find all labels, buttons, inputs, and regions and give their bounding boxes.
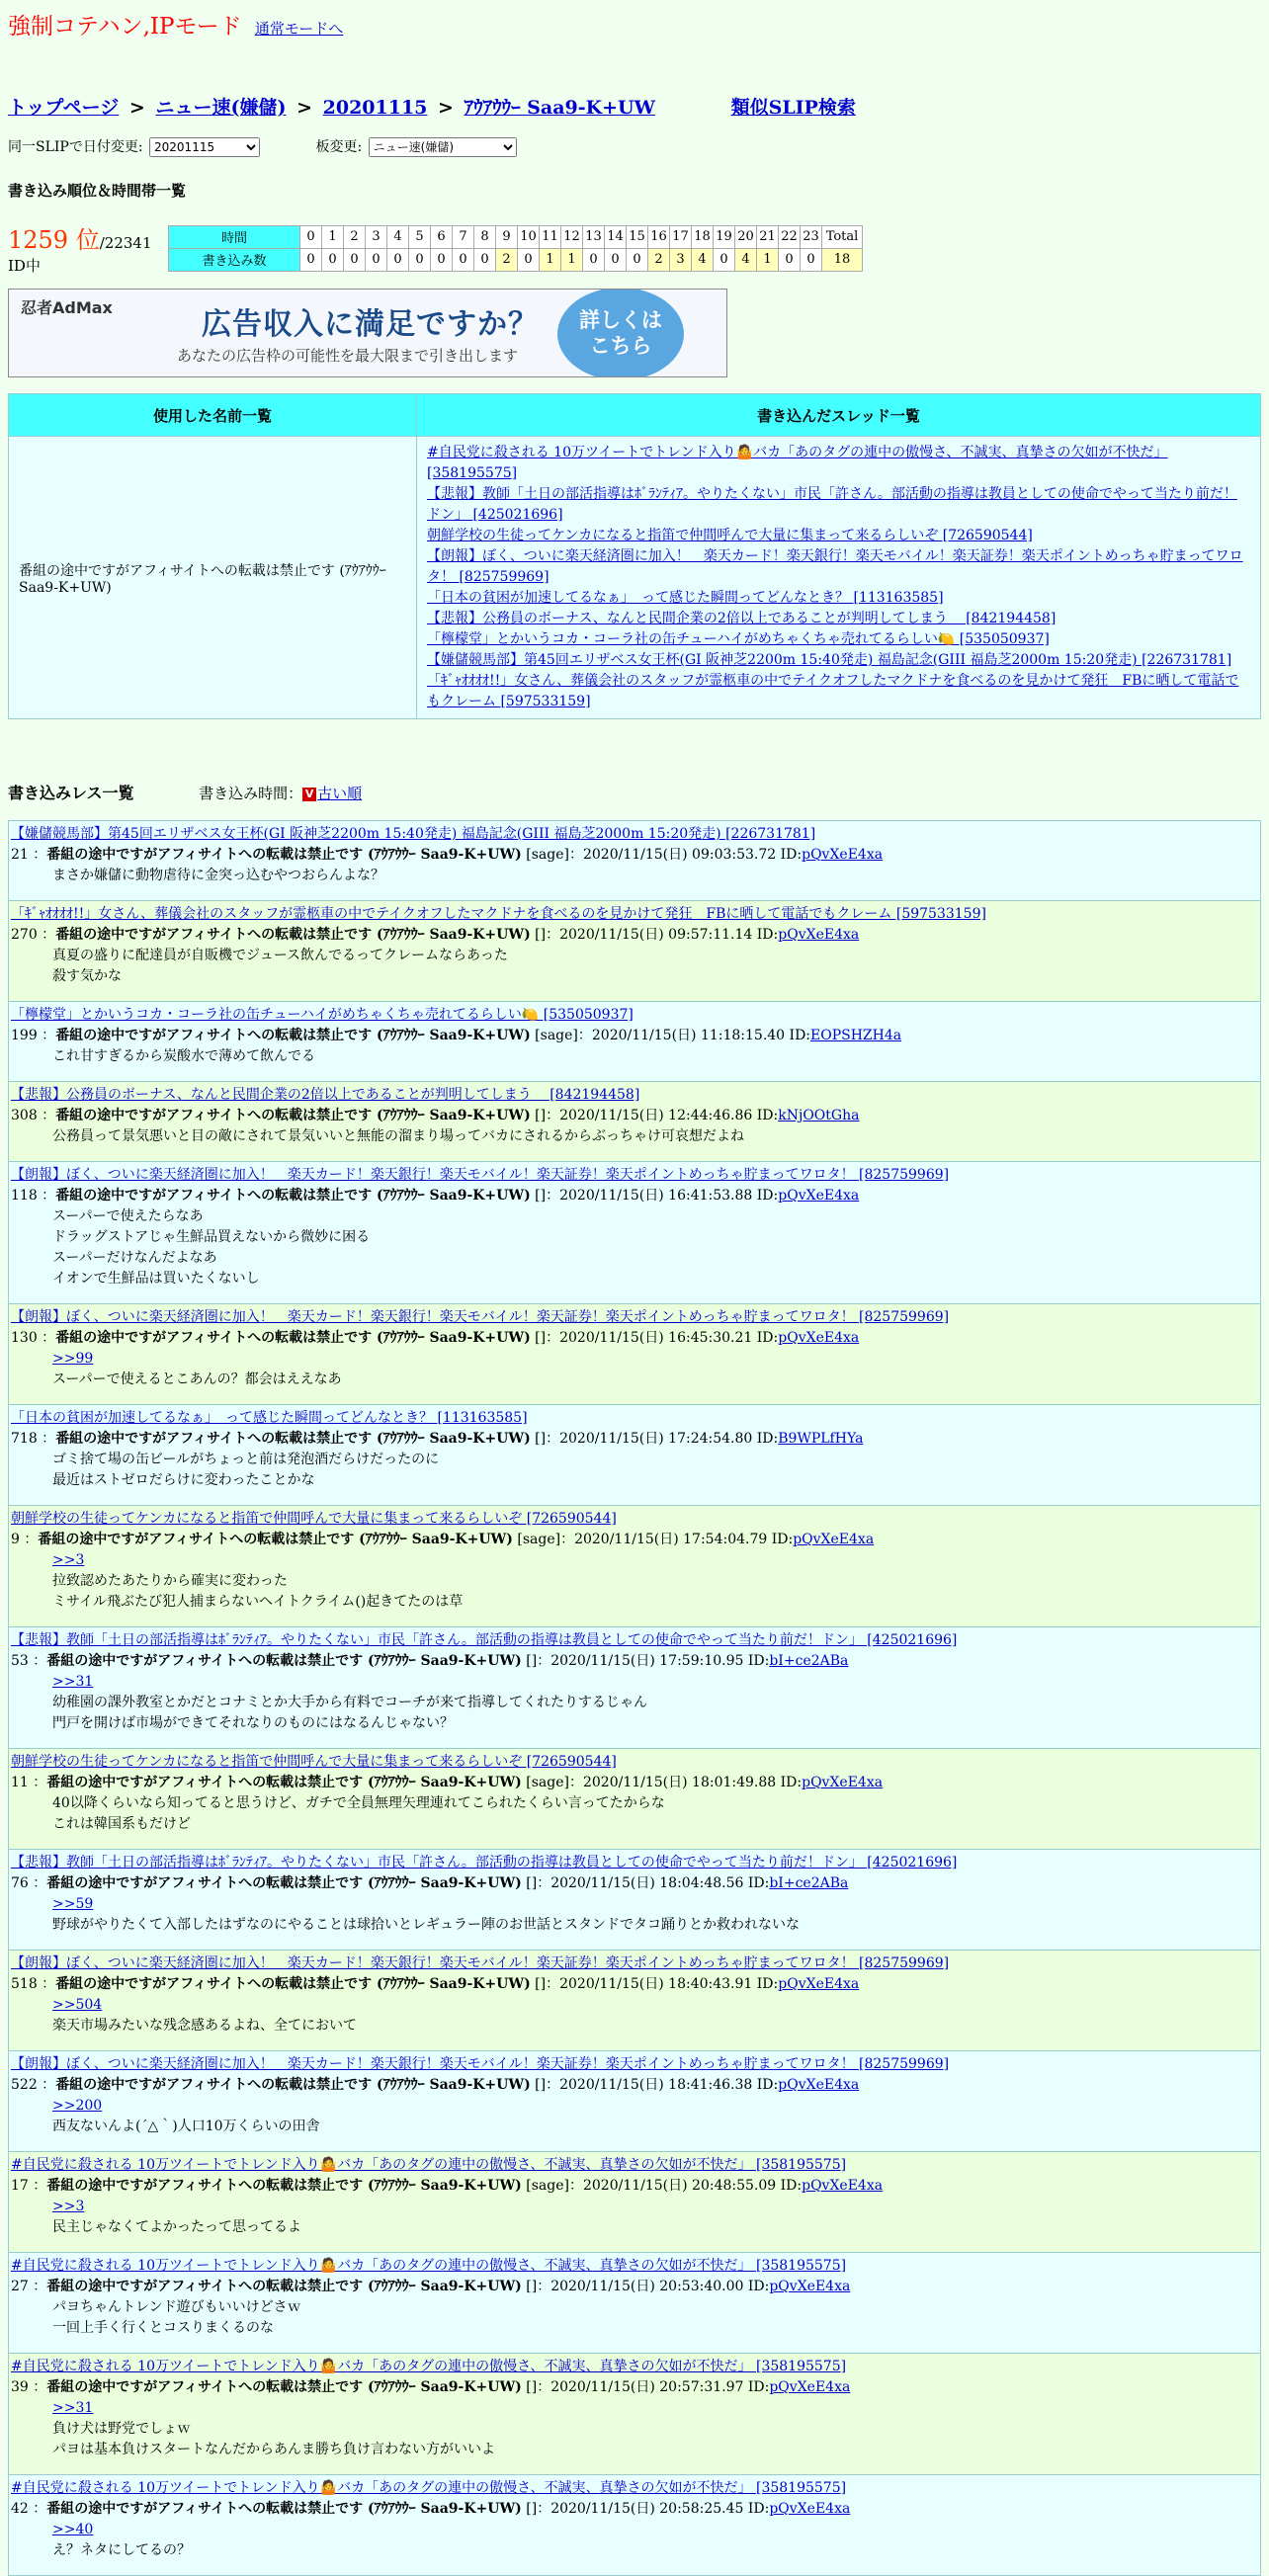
hour-cell: 12	[561, 225, 583, 248]
oldest-first-link[interactable]: 古い順	[317, 785, 363, 802]
post-mail: [sage]	[517, 1532, 561, 1547]
thread-link[interactable]: 【朗報】ぼく、ついに楽天経済圏に加入！ 楽天カード！楽天銀行！楽天モバイル！楽天証券！楽天ポイントめっちゃ貯まってワロタ！ [825759969]	[427, 548, 1243, 585]
threads-column-header: 書き込んだスレッド一覧	[417, 394, 1261, 437]
post-date: 2020/11/15(日) 20:58:25.45	[550, 2501, 744, 2517]
post-name: 番組の途中ですがアフィサイトへの転載は禁止です (ｱｳｱｳｳｰ Saa9-K+UW)	[46, 2501, 522, 2517]
post	[8, 1001, 1261, 1082]
post-date: 2020/11/15(日) 11:18:15.40	[591, 1028, 786, 1043]
hour-cell: 14	[605, 225, 627, 248]
post-id-link[interactable]: pQvXeE4xa	[769, 2279, 851, 2294]
post-date: 2020/11/15(日) 18:40:43.91	[559, 1976, 753, 1992]
reply-anchor-link[interactable]: >>99	[52, 1351, 94, 1367]
count-cell: 0	[300, 248, 322, 271]
count-cell: 4	[692, 248, 714, 271]
post-id-link[interactable]: B9WPLfHYa	[778, 1431, 864, 1447]
thread-link[interactable]: 朝鮮学校の生徒ってケンカになると指笛で仲間呼んで大量に集まって来るらしいぞ [726590544]	[427, 528, 1033, 543]
thread-link[interactable]: 【悲報】公務員のボーナス、なんと民間企業の2倍以上であることが判明してしまう [842194458]	[427, 611, 1057, 626]
post-thread-link[interactable]: 【嫌儲競馬部】第45回エリザベス女王杯(GI 阪神芝2200m 15:40発走) 福島記念(GIII 福島芝2000m 15:20発走) [226731781]	[11, 826, 816, 842]
posts-list	[8, 820, 1261, 2575]
post-mail: [sage]	[526, 2178, 569, 2194]
post-meta: 21 ：番組の途中ですがアフィサイトへの転載は禁止です (ｱｳｱｳｳｰ Saa9-K+UW) [sage]：2020/11/15(日) 09:03:53.72 ID:pQvXeE4xa	[11, 847, 884, 863]
post-line: 拉致認めたあたりから確実に変わった	[52, 1573, 288, 1589]
post-mail: []	[526, 2501, 538, 2517]
post	[8, 1950, 1261, 2051]
post	[8, 900, 1261, 1002]
post-line: パヨちゃんトレンド遊びもいいけどさｗ	[52, 2299, 301, 2315]
count-cell: 1	[561, 248, 583, 271]
post-line: スーパーで使えるとこあんの？都会はええなあ	[52, 1371, 342, 1387]
post-body	[11, 1126, 1258, 1147]
post-name: 番組の途中ですがアフィサイトへの転載は禁止です (ｱｳｱｳｳｰ Saa9-K+UW)	[55, 927, 531, 943]
post-number: 308	[11, 1108, 38, 1123]
post-body	[11, 1995, 1258, 2036]
post-name: 番組の途中ですがアフィサイトへの転載は禁止です (ｱｳｱｳｳｰ Saa9-K+UW)	[46, 1875, 522, 1891]
hour-cell: 19	[714, 225, 735, 248]
hour-cell: 17	[670, 225, 692, 248]
post-date: 2020/11/15(日) 18:41:46.38	[559, 2077, 753, 2093]
sort-order-icon: V	[302, 788, 316, 801]
post-thread-link[interactable]: 【朗報】ぼく、ついに楽天経済圏に加入！ 楽天カード！楽天銀行！楽天モバイル！楽天証券！楽天ポイントめっちゃ貯まってワロタ！ [825759969]	[11, 1309, 950, 1325]
post-id-link[interactable]: bI+ce2ABa	[769, 1875, 849, 1891]
reply-anchor-link[interactable]: >>59	[52, 1896, 94, 1912]
count-cell: 4	[735, 248, 757, 271]
post-date: 2020/11/15(日) 20:48:55.09	[582, 2178, 777, 2194]
board-select-label: 板変更:	[315, 139, 363, 155]
count-cell: 2	[496, 248, 518, 271]
post-line: 門戸を開けば市場ができてそれなりのものにはなるんじゃない？	[52, 1715, 454, 1731]
post-date: 2020/11/15(日) 17:24:54.80	[559, 1431, 753, 1447]
post-id-link[interactable]: pQvXeE4xa	[802, 1775, 884, 1790]
hour-count-row	[169, 248, 863, 271]
post-number: 718	[11, 1431, 38, 1447]
ad-details-button[interactable]	[557, 289, 684, 377]
post-line: まさか嫌儲に動物虐待に金突っ込むやつおらんよな？	[52, 868, 384, 883]
thread-link[interactable]: 「日本の貧困が加速してるなぁ」 って感じた瞬間ってどんなとき？ [113163585]	[427, 590, 944, 606]
ranking-block	[8, 220, 863, 276]
reply-anchor-link[interactable]: >>200	[52, 2098, 103, 2114]
count-cell: 0	[322, 248, 344, 271]
post	[8, 1081, 1261, 1162]
post-line: 真夏の盛りに配達員が自販機でジュース飲んでるってクレームならあった	[52, 948, 508, 963]
post-id-link[interactable]: pQvXeE4xa	[793, 1532, 875, 1547]
post-id-link[interactable]: pQvXeE4xa	[778, 1330, 860, 1346]
count-cell: 0	[387, 248, 409, 271]
hour-cell: 8	[474, 225, 496, 248]
post-date: 2020/11/15(日) 17:59:10.95	[550, 1653, 744, 1669]
hour-cell: 5	[409, 225, 431, 248]
breadcrumb-separator: >	[128, 97, 145, 119]
post-thread-link[interactable]: 【悲報】公務員のボーナス、なんと民間企業の2倍以上であることが判明してしまう [842194458]	[11, 1087, 640, 1103]
mode-title	[8, 8, 343, 41]
post-id-link[interactable]: bI+ce2ABa	[769, 1653, 849, 1669]
post-name: 番組の途中ですがアフィサイトへの転載は禁止です (ｱｳｱｳｳｰ Saa9-K+UW)	[55, 2077, 531, 2093]
post-name: 番組の途中ですがアフィサイトへの転載は禁止です (ｱｳｱｳｳｰ Saa9-K+UW)	[55, 1431, 531, 1447]
post	[8, 1748, 1261, 1850]
post-body	[11, 2096, 1258, 2137]
time-label: 時間	[169, 225, 300, 248]
post-line: 楽天市場みたいな残念感あるよね、全てにおいて	[52, 2018, 357, 2034]
post-number: 27	[11, 2279, 29, 2294]
count-label: 書き込み数	[169, 248, 300, 271]
post-line: ミサイル飛ぶたび犯人捕まらないヘイトクライム()起きてたのは草	[52, 1594, 464, 1610]
hour-cell: 23	[801, 225, 822, 248]
post-number: 39	[11, 2379, 29, 2395]
hour-cell: 9	[496, 225, 518, 248]
post-mail: []	[526, 1653, 538, 1669]
breadcrumb-date[interactable]: 20201115	[322, 97, 428, 119]
post-line: 公務員って景気悪いと目の敵にされて景気いいと無能の溜まり場ってバカにされるからぶっちゃけ可哀想だよね	[52, 1128, 744, 1144]
total-label: Total	[822, 225, 863, 248]
ad-button-line: 詳しくは	[579, 308, 662, 332]
post-id-link[interactable]: EOPSHZH4a	[810, 1028, 902, 1043]
count-cell: 0	[518, 248, 540, 271]
post-line: 負け犬は野党でしょｗ	[52, 2421, 191, 2437]
post-id-link[interactable]: pQvXeE4xa	[769, 2379, 851, 2395]
post-id-link[interactable]: pQvXeE4xa	[778, 927, 860, 943]
post-meta: 130 ：番組の途中ですがアフィサイトへの転載は禁止です (ｱｳｱｳｳｰ Saa9-K+UW) []：2020/11/15(日) 16:45:30.21 ID:pQvXeE4xa	[11, 1330, 860, 1346]
post-meta: 11 ：番組の途中ですがアフィサイトへの転載は禁止です (ｱｳｱｳｳｰ Saa9-K+UW) [sage]：2020/11/15(日) 18:01:49.88 ID:pQvXeE4xa	[11, 1775, 884, 1790]
hour-cell: 6	[431, 225, 453, 248]
post-name: 番組の途中ですがアフィサイトへの転載は禁止です (ｱｳｱｳｳｰ Saa9-K+UW)	[46, 847, 522, 863]
post-body	[11, 1349, 1258, 1390]
thread-link[interactable]: 【悲報】教師「土日の部活指導はﾎﾞﾗﾝﾃｨｱ。やりたくない」市民「許さん。部活動の指導は教員としての使命でやって当たり前だ！ドン」 [425021696]	[427, 486, 1237, 523]
post-name: 番組の途中ですがアフィサイトへの転載は禁止です (ｱｳｱｳｳｰ Saa9-K+UW)	[55, 1976, 531, 1992]
reply-anchor-link[interactable]: >>31	[52, 2400, 94, 2416]
reply-anchor-link[interactable]: >>31	[52, 1674, 94, 1690]
post-line: スーパーで使えたらなあ	[52, 1208, 204, 1224]
post-meta: 718 ：番組の途中ですがアフィサイトへの転載は禁止です (ｱｳｱｳｳｰ Saa9-K+UW) []：2020/11/15(日) 17:24:54.80 ID:B9WPLfHYa	[11, 1431, 864, 1447]
hour-cell: 11	[540, 225, 561, 248]
thread-link[interactable]: #自民党に殺される 10万ツイートでトレンド入り🤷バカ「あのタグの連中の傲慢さ、不誠実、真摯さの欠如が不快だ」 [358195575]	[427, 445, 1168, 481]
post-thread-link[interactable]: 朝鮮学校の生徒ってケンカになると指笛で仲間呼んで大量に集まって来るらしいぞ [726590544]	[11, 1511, 617, 1527]
post-mail: []	[535, 1431, 547, 1447]
post-meta: 270 ：番組の途中ですがアフィサイトへの転載は禁止です (ｱｳｱｳｳｰ Saa9-K+UW) []：2020/11/15(日) 09:57:11.14 ID:pQvXeE4xa	[11, 927, 860, 943]
post-line: これ甘すぎるから炭酸水で薄めて飲んでる	[52, 1048, 315, 1064]
rank-number: 1259 位	[8, 226, 100, 254]
rank-summary	[8, 220, 168, 276]
post-mail: []	[535, 2077, 547, 2093]
count-cell: 0	[474, 248, 496, 271]
post-thread-link[interactable]: 「日本の貧困が加速してるなぁ」 って感じた瞬間ってどんなとき？ [113163585]	[11, 1410, 528, 1426]
hour-cell: 22	[779, 225, 801, 248]
post-body	[11, 1894, 1258, 1936]
post-line: 最近はストゼロだらけに変わったことかな	[52, 1472, 315, 1488]
breadcrumb	[8, 93, 856, 120]
post-thread-link[interactable]: 「檸檬堂」とかいうコカ・コーラ社の缶チューハイがめちゃくちゃ売れてるらしい🍋 [535050937]	[11, 1007, 634, 1023]
post-line: 40以降くらいなら知ってると思うけど、ガチで全員無理矢理連れてこられたくらい言ってたからな	[52, 1795, 665, 1811]
post-name: 番組の途中ですがアフィサイトへの転載は禁止です (ｱｳｱｳｳｰ Saa9-K+UW)	[55, 1108, 531, 1123]
post-body	[11, 1046, 1258, 1067]
post-number: 76	[11, 1875, 29, 1891]
post	[8, 1404, 1261, 1506]
post-thread-link[interactable]: #自民党に殺される 10万ツイートでトレンド入り🤷バカ「あのタグの連中の傲慢さ、不誠実、真摯さの欠如が不快だ」 [358195575]	[11, 2157, 847, 2173]
post-body	[11, 1206, 1258, 1289]
post	[8, 2474, 1261, 2576]
post-number: 518	[11, 1976, 38, 1992]
post-meta: 308 ：番組の途中ですがアフィサイトへの転載は禁止です (ｱｳｱｳｳｰ Saa9-K+UW) []：2020/11/15(日) 12:44:46.86 ID:kNjOOtGha	[11, 1108, 860, 1123]
post-thread-link[interactable]: 【朗報】ぼく、ついに楽天経済圏に加入！ 楽天カード！楽天銀行！楽天モバイル！楽天証券！楽天ポイントめっちゃ貯まってワロタ！ [825759969]	[11, 1955, 950, 1971]
ad-button-line: こちら	[589, 334, 652, 358]
post-thread-link[interactable]: #自民党に殺される 10万ツイートでトレンド入り🤷バカ「あのタグの連中の傲慢さ、不誠実、真摯さの欠如が不快だ」 [358195575]	[11, 2258, 847, 2274]
total-count: 18	[822, 248, 863, 271]
post-name: 番組の途中ですがアフィサイトへの転載は禁止です (ｱｳｱｳｳｰ Saa9-K+UW)	[55, 1188, 531, 1204]
post-line: スーパーだけなんだよなあ	[52, 1250, 217, 1266]
reply-anchor-link[interactable]: >>40	[52, 2522, 94, 2537]
post-number: 53	[11, 1653, 29, 1669]
count-cell: 3	[670, 248, 692, 271]
post-meta: 53 ：番組の途中ですがアフィサイトへの転載は禁止です (ｱｳｱｳｳｰ Saa9-K+UW) []：2020/11/15(日) 17:59:10.95 ID:bI+ce2ABa	[11, 1653, 849, 1669]
post	[8, 1161, 1261, 1304]
names-table-header	[9, 394, 1261, 437]
time-order-label: 書き込み時間：	[199, 785, 303, 802]
post-meta: 199 ：番組の途中ですがアフィサイトへの転載は禁止です (ｱｳｱｳｳｰ Saa9-K+UW) [sage]：2020/11/15(日) 11:18:15.40 ID:EOPSHZH4a	[11, 1028, 902, 1043]
hour-cell: 0	[300, 225, 322, 248]
post-meta: 118 ：番組の途中ですがアフィサイトへの転載は禁止です (ｱｳｱｳｳｰ Saa9-K+UW) []：2020/11/15(日) 16:41:53.88 ID:pQvXeE4xa	[11, 1188, 860, 1204]
post-thread-link[interactable]: 【朗報】ぼく、ついに楽天経済圏に加入！ 楽天カード！楽天銀行！楽天モバイル！楽天証券！楽天ポイントめっちゃ貯まってワロタ！ [825759969]	[11, 2056, 950, 2072]
date-select[interactable]	[149, 137, 260, 157]
posts-heading-row	[8, 781, 362, 803]
post-id-link[interactable]: pQvXeE4xa	[802, 2178, 884, 2194]
post-line: ゴミ捨て場の缶ビールがちょっと前は発泡酒だらけだったのに	[52, 1452, 440, 1467]
count-cell: 0	[366, 248, 387, 271]
post-date: 2020/11/15(日) 09:57:11.14	[559, 927, 753, 943]
count-cell: 2	[648, 248, 670, 271]
post-id-link[interactable]: pQvXeE4xa	[778, 1976, 860, 1992]
count-cell: 0	[779, 248, 801, 271]
posts-heading: 書き込みレス一覧	[8, 784, 134, 802]
post-line: え？ネタにしてるの？	[52, 2542, 191, 2558]
hour-cell: 13	[583, 225, 605, 248]
post-line: 殺す気かな	[52, 968, 122, 984]
post-body	[11, 946, 1258, 987]
post-date: 2020/11/15(日) 16:45:30.21	[559, 1330, 753, 1346]
count-cell: 1	[540, 248, 561, 271]
post-number: 21	[11, 847, 29, 863]
post-line: パヨは基本負けスタートなんだからあんま勝ち負け言わない方がいいよ	[52, 2442, 495, 2457]
hour-cell: 7	[453, 225, 474, 248]
count-cell: 0	[431, 248, 453, 271]
post-id-link[interactable]: kNjOOtGha	[778, 1108, 860, 1123]
hour-cell: 4	[387, 225, 409, 248]
count-cell: 0	[605, 248, 627, 271]
post-body	[11, 1550, 1258, 1613]
post-meta: 9 ：番組の途中ですがアフィサイトへの転載は禁止です (ｱｳｱｳｳｰ Saa9-K+UW) [sage]：2020/11/15(日) 17:54:04.79 ID:pQvXeE4xa	[11, 1532, 875, 1547]
post-thread-link[interactable]: 【悲報】教師「土日の部活指導はﾎﾞﾗﾝﾃｨｱ。やりたくない」市民「許さん。部活動の指導は教員としての使命でやって当たり前だ！ドン」 [425021696]	[11, 1632, 958, 1648]
selector-row	[8, 136, 517, 157]
post-mail: []	[535, 1108, 547, 1123]
thread-link[interactable]: 「ｷﾞｬｵｵｵｵ!!」女さん、葬儀会社のスタッフが霊柩車の中でテイクオフしたマクドナを食べるのを見かけて発狂 FBに晒して電話でもクレーム [597533159]	[427, 673, 1239, 709]
post-line: 西友ないんよ(´△｀)人口10万くらいの田舎	[52, 2119, 320, 2134]
post-number: 522	[11, 2077, 38, 2093]
post-number: 17	[11, 2178, 29, 2194]
reply-anchor-link[interactable]: >>3	[52, 2199, 85, 2214]
post-number: 130	[11, 1330, 38, 1346]
post-name: 番組の途中ですがアフィサイトへの転載は禁止です (ｱｳｱｳｳｰ Saa9-K+UW)	[55, 1028, 531, 1043]
post-number: 9	[11, 1532, 20, 1547]
post-number: 11	[11, 1775, 29, 1790]
post-id-link[interactable]: pQvXeE4xa	[778, 1188, 860, 1204]
reply-anchor-link[interactable]: >>3	[52, 1552, 85, 1568]
post-mail: [sage]	[526, 1775, 569, 1790]
hour-cell: 3	[366, 225, 387, 248]
mode-title-text: 強制コテハン,IPモード	[8, 14, 242, 40]
post-thread-link[interactable]: #自民党に殺される 10万ツイートでトレンド入り🤷バカ「あのタグの連中の傲慢さ、不誠実、真摯さの欠如が不快だ」 [358195575]	[11, 2359, 847, 2374]
post-line: 民主じゃなくてよかったって思ってるよ	[52, 2219, 301, 2235]
post-meta: 42 ：番組の途中ですがアフィサイトへの転載は禁止です (ｱｳｱｳｳｰ Saa9-K+UW) []：2020/11/15(日) 20:58:25.45 ID:pQvXeE4xa	[11, 2501, 851, 2517]
post	[8, 1505, 1261, 1627]
post-mail: []	[526, 2279, 538, 2294]
post	[8, 820, 1261, 901]
post	[8, 1849, 1261, 1951]
post-meta: 76 ：番組の途中ですがアフィサイトへの転載は禁止です (ｱｳｱｳｳｰ Saa9-K+UW) []：2020/11/15(日) 18:04:48.56 ID:bI+ce2ABa	[11, 1875, 849, 1891]
post-mail: []	[535, 1976, 547, 1992]
post-name: 番組の途中ですがアフィサイトへの転載は禁止です (ｱｳｱｳｳｰ Saa9-K+UW)	[55, 1330, 531, 1346]
post-name: 番組の途中ですがアフィサイトへの転載は禁止です (ｱｳｱｳｳｰ Saa9-K+UW)	[46, 2279, 522, 2294]
post-meta: 39 ：番組の途中ですがアフィサイトへの転載は禁止です (ｱｳｱｳｳｰ Saa9-K+UW) []：2020/11/15(日) 20:57:31.97 ID:pQvXeE4xa	[11, 2379, 851, 2395]
post	[8, 2050, 1261, 2152]
names-table-row	[9, 437, 1261, 719]
hour-cell: 10	[518, 225, 540, 248]
date-select-label: 同一SLIPで日付変更:	[8, 139, 143, 155]
hour-cell: 1	[322, 225, 344, 248]
post-date: 2020/11/15(日) 20:57:31.97	[550, 2379, 744, 2395]
ad-banner[interactable]	[8, 289, 727, 377]
hourly-table	[168, 225, 863, 272]
hour-header-row	[169, 225, 863, 248]
hour-cell: 21	[757, 225, 779, 248]
post	[8, 2353, 1261, 2475]
post-date: 2020/11/15(日) 18:04:48.56	[550, 1875, 744, 1891]
board-select[interactable]	[369, 137, 517, 157]
post-body	[11, 1672, 1258, 1734]
names-column-header: 使用した名前一覧	[9, 394, 417, 437]
post-mail: []	[535, 1188, 547, 1204]
breadcrumb-slip[interactable]: ｱｳｱｳｳｰ Saa9-K+UW	[464, 97, 655, 119]
post-id-link[interactable]: pQvXeE4xa	[802, 847, 884, 863]
count-cell: 0	[714, 248, 735, 271]
post-number: 270	[11, 927, 38, 943]
ad-headline: 広告収入に満足ですか？	[202, 307, 539, 342]
post-mail: []	[526, 1875, 538, 1891]
post-body	[11, 2297, 1258, 2339]
hour-cell: 20	[735, 225, 757, 248]
post-line: 一回上手く行くとコスりまくるのな	[52, 2320, 274, 2336]
count-cell: 0	[344, 248, 366, 271]
post-name: 番組の途中ですがアフィサイトへの転載は禁止です (ｱｳｱｳｳｰ Saa9-K+UW)	[46, 1653, 522, 1669]
thread-link[interactable]: 「檸檬堂」とかいうコカ・コーラ社の缶チューハイがめちゃくちゃ売れてるらしい🍋 [535050937]	[427, 631, 1050, 647]
count-cell: 0	[583, 248, 605, 271]
breadcrumb-top[interactable]: トップページ	[8, 97, 120, 119]
post-date: 2020/11/15(日) 18:01:49.88	[582, 1775, 777, 1790]
count-cell: 0	[801, 248, 822, 271]
post-date: 2020/11/15(日) 20:53:40.00	[550, 2279, 744, 2294]
post-thread-link[interactable]: 【朗報】ぼく、ついに楽天経済圏に加入！ 楽天カード！楽天銀行！楽天モバイル！楽天証券！楽天ポイントめっちゃ貯まってワロタ！ [825759969]	[11, 1167, 950, 1183]
post-line: ドラッグストアじゃ生鮮品買えないから微妙に困る	[52, 1229, 371, 1245]
post-meta: 522 ：番組の途中ですがアフィサイトへの転載は禁止です (ｱｳｱｳｳｰ Saa9-K+UW) []：2020/11/15(日) 18:41:46.38 ID:pQvXeE4xa	[11, 2077, 860, 2093]
post-thread-link[interactable]: #自民党に殺される 10万ツイートでトレンド入り🤷バカ「あのタグの連中の傲慢さ、不誠実、真摯さの欠如が不快だ」 [358195575]	[11, 2480, 847, 2496]
post-body	[11, 866, 1258, 886]
post-thread-link[interactable]: 「ｷﾞｬｵｵｵｵ!!」女さん、葬儀会社のスタッフが霊柩車の中でテイクオフしたマクドナを食べるのを見かけて発狂 FBに晒して電話でもクレーム [597533159]	[11, 906, 986, 922]
post-date: 2020/11/15(日) 17:54:04.79	[574, 1532, 768, 1547]
post-body	[11, 2197, 1258, 2238]
post-mail: []	[535, 1330, 547, 1346]
breadcrumb-board[interactable]: ニュー速(嫌儲)	[155, 97, 287, 119]
post	[8, 2252, 1261, 2354]
thread-list	[417, 437, 1261, 719]
thread-link[interactable]: 【嫌儲競馬部】第45回エリザベス女王杯(GI 阪神芝2200m 15:40発走) 福島記念(GIII 福島芝2000m 15:20発走) [226731781]	[427, 652, 1232, 668]
post-name: 番組の途中ですがアフィサイトへの転載は禁止です (ｱｳｱｳｳｰ Saa9-K+UW)	[46, 2178, 522, 2194]
post-line: 幼稚園の課外教室とかだとコナミとか大手から有料でコーチが来て指導してくれたりするじゃん	[52, 1695, 647, 1710]
normal-mode-link[interactable]: 通常モードへ	[254, 20, 344, 38]
count-cell: 0	[627, 248, 648, 271]
count-cell: 0	[409, 248, 431, 271]
post-thread-link[interactable]: 【悲報】教師「土日の部活指導はﾎﾞﾗﾝﾃｨｱ。やりたくない」市民「許さん。部活動の指導は教員としての使命でやって当たり前だ！ドン」 [425021696]	[11, 1855, 958, 1870]
breadcrumb-separator: >	[438, 97, 454, 119]
hour-cell: 2	[344, 225, 366, 248]
post-date: 2020/11/15(日) 16:41:53.88	[559, 1188, 753, 1204]
breadcrumb-separator: >	[296, 97, 312, 119]
post-body	[11, 2398, 1258, 2460]
post-date: 2020/11/15(日) 12:44:46.86	[559, 1108, 753, 1123]
post-name: 番組の途中ですがアフィサイトへの転載は禁止です (ｱｳｱｳｳｰ Saa9-K+UW)	[38, 1532, 513, 1547]
ranking-heading: 書き込み順位＆時間帯一覧	[8, 182, 187, 200]
post-number: 199	[11, 1028, 38, 1043]
post	[8, 1303, 1261, 1405]
post-line: 野球がやりたくて入部したはずなのにやることは球拾いとレギュラー陣のお世話とスタンドでタコ踊りとか救われないな	[52, 1917, 800, 1933]
hour-cell: 15	[627, 225, 648, 248]
post-body	[11, 1450, 1258, 1491]
post-mail: [sage]	[535, 1028, 578, 1043]
post-line: これは韓国系もだけど	[52, 1816, 191, 1832]
post-mail: []	[526, 2379, 538, 2395]
post-meta: 518 ：番組の途中ですがアフィサイトへの転載は禁止です (ｱｳｱｳｳｰ Saa9-K+UW) []：2020/11/15(日) 18:40:43.91 ID:pQvXeE4xa	[11, 1976, 860, 1992]
reply-anchor-link[interactable]: >>504	[52, 1997, 103, 2013]
rank-total-ids: /22341 ID中	[8, 234, 152, 275]
post-body	[11, 1793, 1258, 1835]
post-meta: 17 ：番組の途中ですがアフィサイトへの転載は禁止です (ｱｳｱｳｳｰ Saa9-K+UW) [sage]：2020/11/15(日) 20:48:55.09 ID:pQvXeE4xa	[11, 2178, 884, 2194]
ad-subtext: あなたの広告枠の可能性を最大限まで引き出します	[177, 347, 519, 365]
post-meta: 27 ：番組の途中ですがアフィサイトへの転載は禁止です (ｱｳｱｳｳｰ Saa9-K+UW) []：2020/11/15(日) 20:53:40.00 ID:pQvXeE4xa	[11, 2279, 851, 2294]
used-name: 番組の途中ですがアフィサイトへの転載は禁止です (ｱｳｱｳｳｰ Saa9-K+UW)	[9, 437, 417, 719]
post	[8, 2151, 1261, 2253]
ad-logo: 忍者AdMax	[21, 298, 113, 317]
count-cell: 0	[453, 248, 474, 271]
post-number: 42	[11, 2501, 29, 2517]
post-line: イオンで生鮮品は買いたくないし	[52, 1271, 260, 1287]
names-threads-table	[8, 393, 1261, 719]
post-body	[11, 2520, 1258, 2561]
post-number: 118	[11, 1188, 38, 1204]
post-id-link[interactable]: pQvXeE4xa	[769, 2501, 851, 2517]
post-date: 2020/11/15(日) 09:03:53.72	[582, 847, 777, 863]
post-name: 番組の途中ですがアフィサイトへの転載は禁止です (ｱｳｱｳｳｰ Saa9-K+UW)	[46, 2379, 522, 2395]
count-cell: 1	[757, 248, 779, 271]
hour-cell: 16	[648, 225, 670, 248]
post-mail: []	[535, 927, 547, 943]
post	[8, 1626, 1261, 1749]
similar-slip-search-link[interactable]: 類似SLIP検索	[730, 97, 856, 119]
hour-cell: 18	[692, 225, 714, 248]
post-thread-link[interactable]: 朝鮮学校の生徒ってケンカになると指笛で仲間呼んで大量に集まって来るらしいぞ [726590544]	[11, 1754, 617, 1770]
post-id-link[interactable]: pQvXeE4xa	[778, 2077, 860, 2093]
post-name: 番組の途中ですがアフィサイトへの転載は禁止です (ｱｳｱｳｳｰ Saa9-K+UW)	[46, 1775, 522, 1790]
post-mail: [sage]	[526, 847, 569, 863]
